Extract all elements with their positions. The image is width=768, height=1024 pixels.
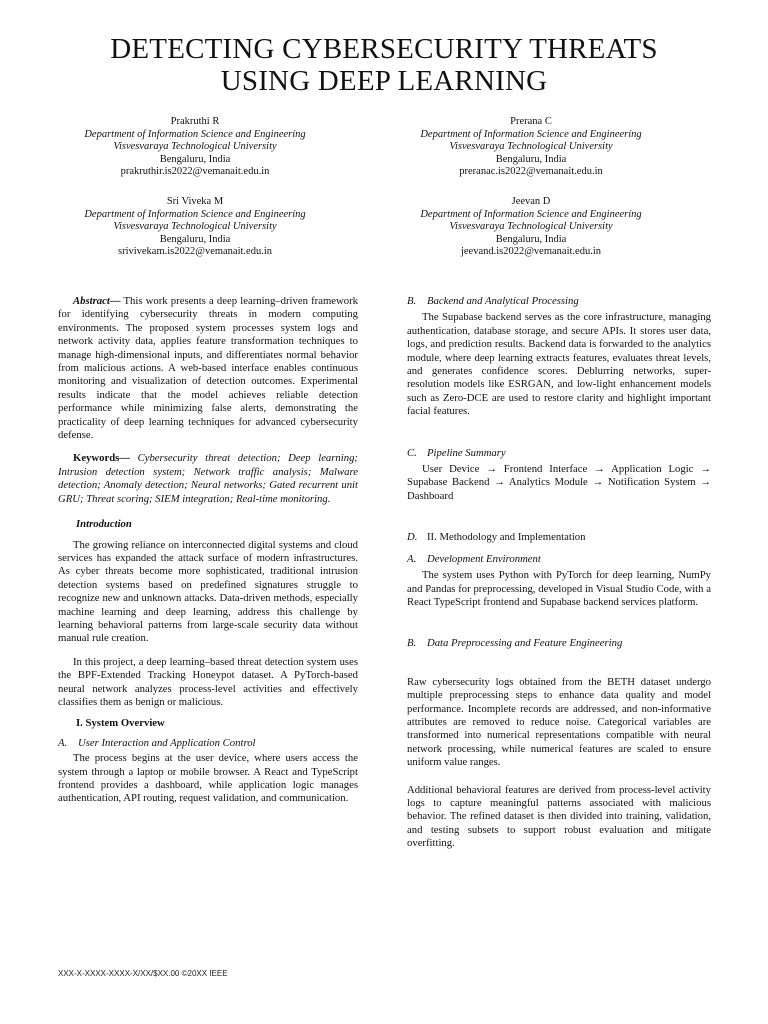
method-b-paragraph-2: Additional behavioral features are derived from process-level activity logs to capture meaningful patterns associated with malicious behavior. The refined dataset is then divided into training, validation, and testing subsets to support robust evaluation and mitigate overfitting.: [407, 783, 711, 850]
subsection-label: D.: [407, 531, 418, 544]
subsection-b-text: The Supabase backend serves as the core infrastructure, managing authentication, database storage, and secure APIs. It stores user data, logs, and prediction results. Backend data is forwarded to the analytics module, where deep learning extracts features, evaluates threat levels, and generates confidence scores. Deblurring networks, super-resolution models like ESRGAN, and low-light enhancement models such as Zero-DCE are used to restore clarity and highlight important facial features.: [407, 311, 711, 418]
subsection-label: C.: [407, 446, 417, 459]
author-email: jeevand.is2022@vemanait.edu.in: [460, 246, 601, 258]
intro-paragraph-2: In this project, a deep learning–based threat detection system uses the BPF-Extended Tracking Honeypot dataset. A PyTorch-based neural network analyzes process-level activities and effectively classifies them as benign or malicious.: [58, 655, 358, 708]
author-dept: Department of Information Science and Engineering: [420, 128, 642, 140]
subsection-d-heading: [407, 531, 711, 544]
title-line-1: DETECTING CYBERSECURITY THREATS: [110, 33, 658, 65]
author-1: [30, 116, 360, 179]
subsection-label: B.: [407, 637, 417, 650]
author-4: [366, 196, 696, 259]
subsection-c-heading: [407, 447, 711, 460]
author-dept: Department of Information Science and Engineering: [84, 208, 306, 220]
author-univ: Visvesvaraya Technological University: [113, 221, 277, 233]
subsection-a-heading: [58, 737, 358, 750]
left-column: [58, 295, 358, 806]
keywords: [58, 452, 358, 506]
author-dept: Department of Information Science and Engineering: [420, 208, 642, 220]
method-a-heading: [407, 553, 711, 566]
subsection-b-heading: [407, 295, 711, 308]
author-location: Bengaluru, India: [159, 153, 231, 165]
subsection-title: Development Environment: [427, 552, 541, 565]
abstract: [58, 295, 358, 442]
author-univ: Visvesvaraya Technological University: [113, 141, 277, 153]
author-location: Bengaluru, India: [159, 233, 231, 245]
subsection-title: Data Preprocessing and Feature Engineering: [427, 637, 623, 650]
author-univ: Visvesvaraya Technological University: [449, 221, 613, 233]
keywords-text: Cybersecurity threat detection; Deep learning; Intrusion detection system; Network traffic analysis; Malware detection; Anomaly detection; Neural networks; Gated recurrent unit GRU; Threat scoring; SIEM integration; Real-time monitoring.: [58, 452, 358, 505]
keywords-label: Keywords—: [73, 452, 130, 465]
intro-paragraph-1: The growing reliance on interconnected digital systems and cloud services has expanded the attack surface of modern infrastructures. As cyber threats become more sophisticated, traditional intrusion detection systems based on predefined signatures struggle to recognize new and unknown attacks. Data-driven methods, especially machine learning and deep learning, address this challenge by learning behavioral patterns from large-scale security data without manual rule creation.: [58, 538, 358, 645]
paper-title: [60, 33, 708, 97]
copyright-footer: XXX-X-XXXX-XXXX-X/XX/$XX.00 ©20XX IEEE: [58, 969, 228, 978]
abstract-label: Abstract—: [73, 295, 121, 307]
method-a-text: The system uses Python with PyTorch for deep learning, NumPy and Pandas for preprocessing, developed in Visual Studio Code, with a React TypeScript frontend and Supabase backend services platform.: [407, 569, 711, 608]
subsection-title: Backend and Analytical Processing: [427, 295, 579, 307]
introduction-heading: Introduction: [76, 518, 132, 531]
author-email: prakruthir.is2022@vemanait.edu.in: [120, 166, 270, 178]
author-univ: Visvesvaraya Technological University: [449, 141, 613, 153]
author-email: srivivekam.is2022@vemanait.edu.in: [117, 246, 272, 258]
author-name: Prakruthi R: [170, 116, 220, 127]
author-name: Jeevan D: [511, 196, 551, 207]
pipeline-summary-text: User Device → Frontend Interface → Application Logic → Supabase Backend → Analytics Module → Notification System → Dashboard: [407, 463, 711, 502]
author-3: [30, 196, 360, 259]
author-name: Prerana C: [510, 116, 552, 127]
author-location: Bengaluru, India: [495, 153, 567, 165]
subsection-label: A.: [58, 736, 68, 749]
section-2-heading: II. Methodology and Implementation: [427, 531, 586, 544]
subsection-title: Pipeline Summary: [427, 446, 506, 459]
subsection-a-text: The process begins at the user device, where users access the system through a laptop or mobile browser. A React and TypeScript frontend provides a dashboard, while application logic manages authentication, API routing, request validation, and communication.: [58, 752, 358, 805]
abstract-text: This work presents a deep learning–driven framework for identifying cybersecurity threats in modern computing environments. The proposed system processes system logs and network activity data, applies feature transformation techniques to manage high-dimensional inputs, and differentiates normal behavior from malicious actions. A web-based interface enables continuous monitoring and visualization of detection outcomes. Experimental results indicate that the model achieves reliable detection performance while minimizing false alerts, demonstrating the practicality of deep learning techniques for advanced cybersecurity defense.: [58, 295, 358, 442]
author-dept: Department of Information Science and Engineering: [84, 128, 306, 140]
right-column: [407, 295, 711, 851]
subsection-title: User Interaction and Application Control: [78, 736, 256, 749]
method-b-heading: [407, 637, 711, 650]
method-b-paragraph-1: Raw cybersecurity logs obtained from the BETH dataset undergo multiple preprocessing steps to enhance data quality and model performance. Incomplete records are addressed, and non-informative attributes are removed to reduce noise. Categorical variables are transformed into numerical representations compatible with neural network processing, while numerical features are scaled to ensure uniform value ranges.: [407, 675, 711, 769]
section-1-heading: I. System Overview: [76, 717, 165, 730]
author-name: Sri Viveka M: [166, 196, 224, 207]
author-2: [366, 116, 696, 179]
author-location: Bengaluru, India: [495, 233, 567, 245]
subsection-label: B.: [407, 295, 417, 307]
title-line-2: USING DEEP LEARNING: [220, 65, 548, 97]
subsection-label: A.: [407, 552, 417, 565]
author-email: preranac.is2022@vemanait.edu.in: [459, 166, 603, 178]
